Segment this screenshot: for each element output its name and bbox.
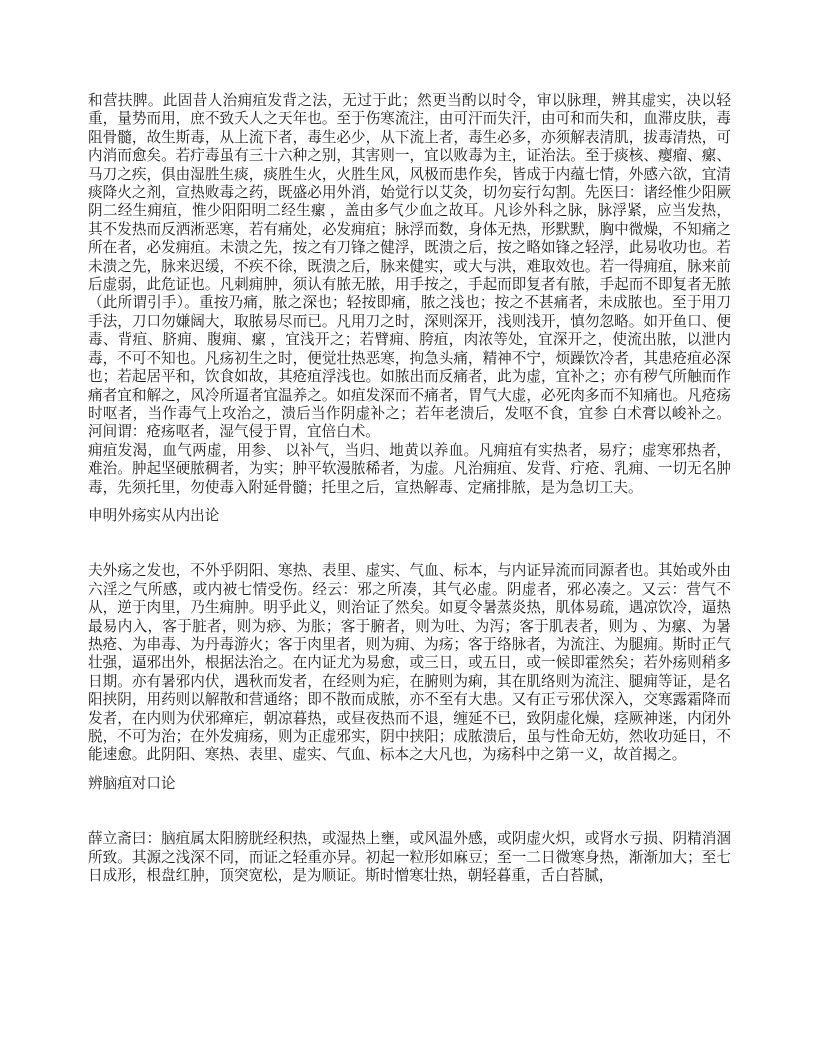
section-heading-brain-abscess: 辨脑疽对口论 [88,775,176,792]
body-paragraph-3: 夫外疡之发也，不外乎阴阳、寒热、表里、虚实、气血、标本，与内证异流而同源者也。其始或外由六淫之气所感，或内被七情受伤。经云：邪之所凑，其气必虚。阴虚者，邪必凑之。又云：营气不从，逆于肉里，乃生痈肿。明乎此义，则治证了然矣。如夏令暑蒸炎热，肌体易疏，遇凉饮冷，逼热最易内入，客于脏者，则为痧、为胀；客于腑者，则为吐、为泻；客于肌表者，则为 、为瘰、为暑热疮、为串毒、为丹毒游火；客于肉里者，则为痈、为疡；客于络脉者，为流注、为腿痈。斯时正气壮强，逼邪出外，根据法治之。在内证尤为易愈，或三日，或五日，或一候即霍然矣；若外疡则稍多日期。亦有暑邪内伏，遇秋而发者，在经则为疟，在腑则为痢，其在肌络则为流注、腿痈等证，是名阳挟阴，用药则以解散和营通络；即不散而成脓，亦不至有大患。又有正亏邪伏深入，交寒露霜降而发者，在内则为伏邪瘅疟，朝凉暮热，或昼夜热而不退，缠延不已，致阴虚化燥，痉厥神迷，内闭外脱，不可为治；在外发痈疡，则为正虚邪实，阴中挟阳；成脓溃后，虽与性命无妨，然收功延日，不能速愈。此阴阳、寒热、表里、虚实、气血、标本之大凡也，为疡科中之第一义，故首揭之。 [88,563,731,764]
body-paragraph-1: 和营扶脾。此固昔人治痈疽发背之法，无过于此；然更当酌以时令，审以脉理，辨其虚实，决以轻重，量势而用，庶不致夭人之天年也。至于伤寒流注，由可汗而失汗，由可和而失和，血滞皮肤，毒阻骨髓，故生斯毒，从上流下者，毒生必少，从下流上者，毒生必多，亦须解表清肌，拔毒清热，可内消而愈矣。若疔毒虽有三十六种之别，其害则一，宜以败毒为主，证治法。至于痰核、瘿瘤、瘰、马刀之疾，俱由湿胜生痰，痰胜生火，火胜生风，风极而患作矣，皆成于内蕴七情，外感六欲，宜清痰降火之剂，宣热败毒之药，既盛必用外消，始觉行以艾灸，切勿妄行勾割。先医曰：诸经惟少阳厥阴二经生痈疽，惟少阳阳明二经生瘰 ，盖由多气少血之故耳。凡诊外科之脉，脉浮紧，应当发热，其不发热而反洒淅恶寒，若有痛处，必发痈疽；脉浮而数，身体无热，形默默，胸中微燥，不知痛之所在者，必发痈疽。未溃之先，按之有刀锋之健浮，既溃之后，按之略如锋之轻浮，此易收功也。若未溃之先，脉来迟缓，不疾不徐，既溃之后，脉来健实，或大与洪，难取效也。若一得痈疽，脉来前后虚弱，此危证也。凡刺痈肿，须认有脓无脓，用手按之，手起而即复者有脓，手起而不即复者无脓（此所谓引手）。重按乃痛，脓之深也；轻按即痛，脓之浅也；按之不甚痛者，未成脓也。至于用刀手法，刀口勿嫌阔大，取脓易尽而已。凡用刀之时，深则深开，浅则浅开，慎勿忽略。如开鱼口、便毒、背疽、脐痈、腹痈、瘰 ，宜浅开之；若臂痈、胯疽，肉浓等处，宜深开之，使流出脓，以泄内毒，不可不知也。凡疡初生之时，便觉壮热恶寒，拘急头痛，精神不宁，烦躁饮冷者，其患疮疽必深也；若起居平和，饮食如故，其疮疽浮浅也。如脓出而反痛者，此为虚，宜补之；亦有秽气所触而作痛者宜和解之，风冷所逼者宜温养之。如疽发深而不痛者，胃气大虚，必死肉多而不知痛也。凡疮疡时呕者，当作毒气上攻治之，溃后当作阴虚补之；若年老溃后，发呕不食，宜参 白术膏以峻补之。河间谓：疮疡呕者，湿气侵于胃，宜倍白术。 [88,93,731,441]
section-heading-external-sores-from-within: 申明外疡实从内出论 [88,507,220,524]
body-paragraph-2: 痈疽发渴，血气两虚，用参、 以补气，当归、地黄以养血。凡痈疽有实热者，易疗；虚寒邪热者，难治。肿起坚硬脓稠者，为实；肿平软漫脓稀者，为虚。凡治痈疽、发背、疔疮、乳痈、一切无名肿毒，先须托里，勿使毒入附延骨髓；托里之后，宣热解毒、定痛排脓，是为急切工夫。 [88,442,731,496]
body-paragraph-4: 薛立斋曰：脑疽属太阳膀胱经积热，或湿热上壅，或风温外感，或阴虚火炽，或肾水亏损、阴精消涸所致。其源之浅深不同，而证之轻重亦异。初起一粒形如麻豆；至一二日微寒身热，渐渐加大；至七日成形，根盘红肿，顶突宽松，是为顺证。斯时憎寒壮热，朝轻暮重，舌白苔腻， [88,831,731,885]
